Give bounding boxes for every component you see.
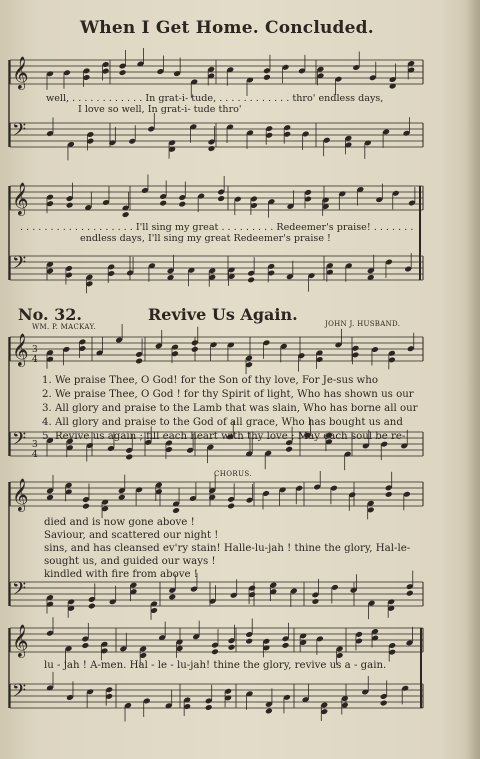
note-head: [211, 648, 219, 655]
hymn2-composer: JOHN J. HUSBAND.: [325, 320, 401, 328]
treble-clef-icon: 𝄞: [12, 182, 29, 215]
time-sig-top: 3: [32, 345, 38, 355]
note-head: [245, 638, 253, 645]
verse-4-part2: sought us, and guided our ways !: [44, 556, 216, 567]
note-head: [125, 454, 133, 461]
note-head: [217, 195, 225, 202]
final-lyrics-line: lu - jah ! A-men. Hal - le - lu-jah! thine the glory, revive us a - gain.: [44, 660, 387, 671]
bass-clef-icon: 𝄢: [12, 253, 27, 278]
verse-2-part2: Saviour, and scattered our night !: [44, 530, 219, 541]
hymn1-lyrics-line1-upper: well, . . . . . . . . . . . . In grat-i- tude, . . . . . . . . . . . . thro' endless days,: [46, 93, 384, 104]
note-head: [122, 211, 130, 218]
note-head: [191, 346, 199, 353]
note-head: [66, 202, 74, 209]
note-head: [265, 708, 273, 715]
bass-clef-icon: 𝄢: [12, 429, 27, 454]
note-head: [208, 494, 216, 501]
bass-clef-icon: 𝄢: [12, 120, 27, 145]
treble-clef-icon: 𝄞: [12, 624, 29, 657]
verse-1-part1: 1. We praise Thee, O God! for the Son of thy love, For Je-sus who: [42, 375, 378, 386]
verse-3-part1: 3. All glory and praise to the Lamb that was slain, Who has borne all our: [42, 403, 418, 414]
note-head: [380, 700, 388, 707]
time-sig-bottom: 4: [32, 450, 38, 460]
hymn2-number: No. 32.: [18, 305, 82, 324]
note-head: [205, 704, 213, 711]
note-head: [178, 201, 186, 208]
verse-1-part2: died and is now gone above !: [44, 517, 195, 528]
note-head: [88, 603, 96, 610]
verse-3-part2: sins, and has cleansed ev'ry stain! Halle-lu-jah ! thine the glory, Hal-le-: [44, 543, 411, 554]
note-head: [263, 74, 271, 81]
hymn1-lyrics-line2-upper: . . . . . . . . . . . . . . . . . . . I'll sing my great . . . . . . . . . Redeemer's praise! . . . . . . .: [20, 222, 414, 233]
verse-5-part1: 5. Revive us again ; fill each heart with thy love ; May each soul be re-: [42, 431, 406, 442]
hymn1-lyrics-line2-lower: endless days, I'll sing my great Redeemer's praise !: [80, 233, 331, 244]
note-head: [227, 503, 235, 510]
treble-clef-icon: 𝄞: [12, 333, 29, 366]
hymn1-title: When I Get Home. Concluded.: [80, 18, 374, 38]
bass-clef-icon: 𝄢: [12, 579, 27, 604]
note-head: [282, 642, 290, 649]
time-sig-bottom: 4: [32, 355, 38, 365]
note-head: [285, 446, 293, 453]
note-head: [312, 598, 320, 605]
note-head: [159, 200, 167, 207]
chorus-label: CHORUS.: [214, 470, 252, 478]
note-head: [385, 491, 393, 498]
note-head: [247, 276, 255, 283]
note-head: [168, 594, 176, 601]
verse-2-part1: 2. We praise Thee, O God ! for thy Spirit of light, Who has shown us our: [42, 389, 414, 400]
time-sig-top: 3: [32, 440, 38, 450]
note-head: [208, 145, 216, 152]
note-head: [119, 69, 127, 76]
note-head: [135, 358, 143, 365]
note-head: [81, 642, 89, 649]
note-head: [118, 494, 126, 501]
note-head: [82, 503, 90, 510]
note-head: [228, 644, 236, 651]
hymn2-title: Revive Us Again.: [148, 305, 298, 324]
treble-clef-icon: 𝄞: [12, 56, 29, 89]
hymn2-author: WM. P. MACKAY.: [32, 323, 96, 331]
verse-5-part2: kindled with fire from above !: [44, 569, 198, 580]
bass-clef-icon: 𝄢: [12, 681, 27, 706]
verse-4-part1: 4. All glory and praise to the God of all grace, Who has bought us and: [42, 417, 403, 428]
note-head: [406, 590, 414, 597]
note-head: [172, 507, 180, 514]
hymn1-lyrics-line1-lower: I love so well, In grat-i- tude thro': [78, 104, 242, 115]
treble-clef-icon: 𝄞: [12, 478, 29, 511]
